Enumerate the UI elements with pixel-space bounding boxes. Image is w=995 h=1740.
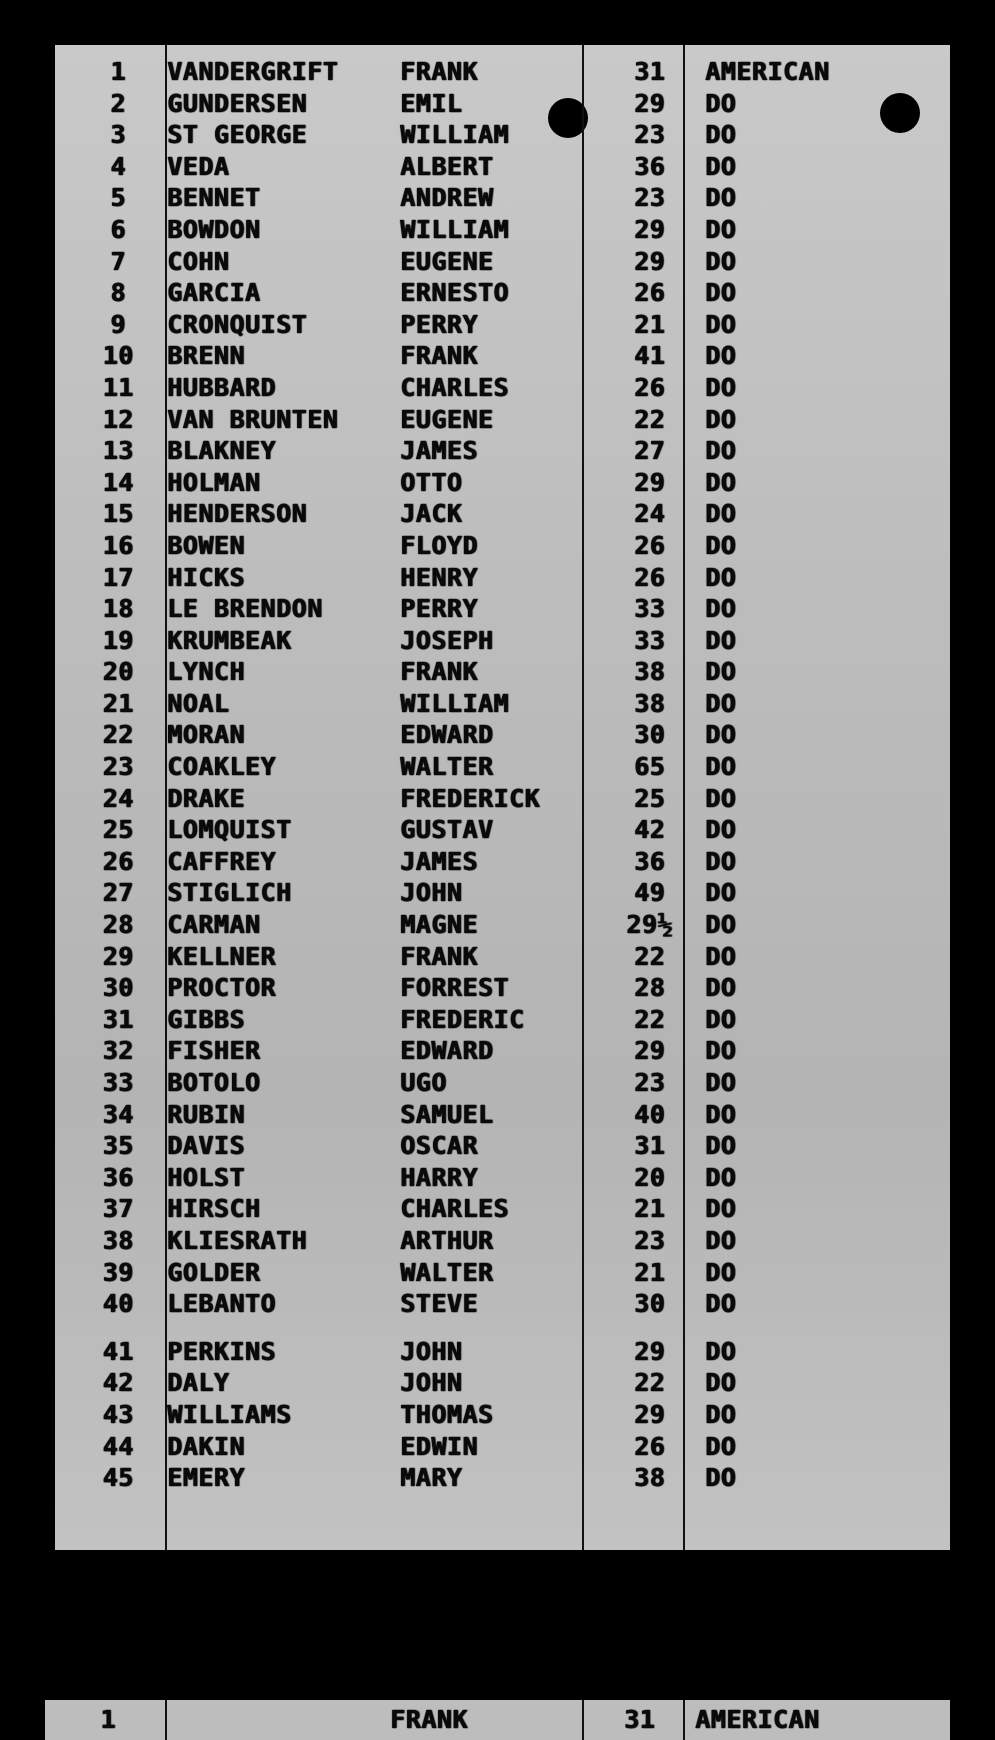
age: 22 bbox=[633, 1004, 666, 1034]
surname: EMERY bbox=[167, 1463, 245, 1493]
given-name: WALTER bbox=[400, 1257, 494, 1287]
age: 38 bbox=[633, 1463, 666, 1493]
given-name: THOMAS bbox=[400, 1399, 494, 1429]
next-sheet-strip bbox=[45, 1700, 950, 1740]
surname: STIGLICH bbox=[167, 878, 292, 908]
row-number: 8 bbox=[110, 278, 126, 308]
nationality: DO bbox=[705, 341, 737, 371]
given-name: CHARLES bbox=[400, 372, 509, 402]
row-number: 6 bbox=[110, 214, 126, 244]
nationality: DO bbox=[705, 214, 737, 244]
nationality: DO bbox=[705, 783, 737, 813]
surname: HOLMAN bbox=[167, 467, 261, 497]
age: 22 bbox=[633, 941, 666, 971]
table-row bbox=[55, 152, 950, 184]
age: 20 bbox=[633, 1162, 666, 1192]
column-divider bbox=[165, 1700, 167, 1740]
given-name: FRANK bbox=[400, 341, 478, 371]
table-row bbox=[55, 1368, 950, 1400]
row-number: 13 bbox=[102, 436, 134, 466]
table-row bbox=[55, 752, 950, 784]
surname: HICKS bbox=[167, 562, 245, 592]
given-name: FRANK bbox=[400, 941, 478, 971]
row-number: 33 bbox=[102, 1068, 134, 1097]
row-number: 20 bbox=[102, 657, 134, 687]
nationality: DO bbox=[705, 1194, 737, 1224]
row-number: 32 bbox=[102, 1036, 134, 1066]
surname: VANDERGRIFT bbox=[167, 57, 339, 86]
age: 26 bbox=[633, 562, 666, 592]
table-row bbox=[55, 1258, 950, 1290]
nationality: DO bbox=[705, 625, 737, 655]
age: 33 bbox=[633, 594, 666, 624]
given-name: WILLIAM bbox=[400, 120, 509, 150]
row-number: 17 bbox=[102, 562, 134, 592]
nationality: DO bbox=[705, 815, 737, 845]
strip-nationality: AMERICAN bbox=[695, 1705, 820, 1734]
surname: LYNCH bbox=[167, 657, 245, 687]
row-number: 34 bbox=[102, 1099, 134, 1129]
age: 29 bbox=[633, 214, 666, 244]
row-number: 30 bbox=[102, 973, 134, 1003]
surname: COHN bbox=[167, 246, 230, 276]
nationality: DO bbox=[705, 562, 737, 592]
surname: COAKLEY bbox=[167, 752, 276, 782]
given-name: HENRY bbox=[400, 562, 478, 592]
surname: GOLDER bbox=[167, 1257, 261, 1287]
surname: LE BRENDON bbox=[167, 594, 323, 624]
row-number: 11 bbox=[102, 372, 134, 402]
nationality: DO bbox=[705, 436, 737, 466]
surname: DAKIN bbox=[167, 1431, 245, 1461]
given-name: FRANK bbox=[400, 57, 478, 86]
row-number: 39 bbox=[102, 1257, 134, 1287]
surname: FISHER bbox=[167, 1036, 261, 1066]
age: 65 bbox=[633, 752, 666, 782]
surname: CRONQUIST bbox=[167, 309, 307, 339]
table-row bbox=[55, 310, 950, 342]
table-row bbox=[55, 563, 950, 595]
row-number: 42 bbox=[102, 1368, 134, 1398]
given-name: JOHN bbox=[400, 1336, 463, 1366]
ledger-sheet bbox=[55, 45, 950, 1550]
age: 42 bbox=[633, 815, 666, 845]
age: 27 bbox=[633, 436, 666, 466]
given-name: PERRY bbox=[400, 594, 478, 624]
table-row bbox=[55, 183, 950, 215]
given-name: ANDREW bbox=[400, 183, 494, 213]
given-name: ERNESTO bbox=[400, 278, 509, 308]
age: 38 bbox=[633, 688, 666, 718]
age: 21 bbox=[633, 1194, 666, 1224]
table-row bbox=[55, 1400, 950, 1432]
surname: WILLIAMS bbox=[167, 1399, 292, 1429]
age: 49 bbox=[633, 878, 666, 908]
age: 29 bbox=[633, 246, 666, 276]
nationality: DO bbox=[705, 278, 737, 308]
surname: GARCIA bbox=[167, 278, 261, 308]
nationality: DO bbox=[705, 1068, 737, 1097]
surname: BOTOLO bbox=[167, 1068, 261, 1097]
table-row bbox=[55, 942, 950, 974]
row-number: 16 bbox=[102, 530, 134, 560]
table-row bbox=[55, 878, 950, 910]
table-row bbox=[55, 1463, 950, 1495]
age: 31 bbox=[633, 1131, 666, 1161]
table-row bbox=[55, 341, 950, 373]
nationality: DO bbox=[705, 973, 737, 1003]
surname: BENNET bbox=[167, 183, 261, 213]
given-name: JOSEPH bbox=[400, 625, 494, 655]
age: 29 bbox=[633, 88, 666, 118]
nationality: DO bbox=[705, 151, 737, 181]
strip-number: 1 bbox=[100, 1705, 116, 1734]
row-number: 12 bbox=[102, 404, 134, 434]
age: 26 bbox=[633, 530, 666, 560]
given-name: HARRY bbox=[400, 1162, 478, 1192]
nationality: DO bbox=[705, 1463, 737, 1493]
nationality: DO bbox=[705, 120, 737, 150]
nationality: DO bbox=[705, 752, 737, 782]
given-name: FREDERICK bbox=[400, 783, 540, 813]
nationality: DO bbox=[705, 1289, 737, 1319]
surname: NOAL bbox=[167, 688, 230, 718]
age: 23 bbox=[633, 1068, 666, 1097]
surname: RUBIN bbox=[167, 1099, 245, 1129]
given-name: UGO bbox=[400, 1068, 447, 1097]
nationality: DO bbox=[705, 1099, 737, 1129]
surname: BRENN bbox=[167, 341, 245, 371]
nationality: DO bbox=[705, 1036, 737, 1066]
given-name: ALBERT bbox=[400, 151, 494, 181]
nationality: DO bbox=[705, 878, 737, 908]
table-row bbox=[55, 1337, 950, 1369]
age: 22 bbox=[633, 404, 666, 434]
given-name: OTTO bbox=[400, 467, 463, 497]
given-name: MARY bbox=[400, 1463, 463, 1493]
table-row bbox=[55, 973, 950, 1005]
given-name: GUSTAV bbox=[400, 815, 494, 845]
surname: GUNDERSEN bbox=[167, 88, 307, 118]
given-name: FREDERIC bbox=[400, 1004, 525, 1034]
row-number: 38 bbox=[102, 1225, 134, 1255]
strip-given-name: FRANK bbox=[390, 1705, 468, 1734]
age: 21 bbox=[633, 309, 666, 339]
age: 26 bbox=[633, 372, 666, 402]
age: 29 bbox=[633, 467, 666, 497]
table-row bbox=[55, 1289, 950, 1321]
given-name: MAGNE bbox=[400, 910, 478, 940]
table-row bbox=[55, 657, 950, 689]
table-row bbox=[55, 531, 950, 563]
given-name: WALTER bbox=[400, 752, 494, 782]
surname: DAVIS bbox=[167, 1131, 245, 1161]
age: 29 bbox=[633, 1399, 666, 1429]
age: 29 bbox=[633, 1336, 666, 1366]
given-name: EDWIN bbox=[400, 1431, 478, 1461]
given-name: EMIL bbox=[400, 88, 463, 118]
nationality: DO bbox=[705, 941, 737, 971]
given-name: EDWARD bbox=[400, 720, 494, 750]
row-number: 7 bbox=[110, 246, 126, 276]
nationality: DO bbox=[705, 467, 737, 497]
nationality: DO bbox=[705, 1225, 737, 1255]
table-row bbox=[55, 1068, 950, 1100]
table-row bbox=[55, 815, 950, 847]
age: 31 bbox=[633, 57, 666, 86]
row-number: 36 bbox=[102, 1162, 134, 1192]
row-number: 40 bbox=[102, 1289, 134, 1319]
nationality: DO bbox=[705, 530, 737, 560]
surname: GIBBS bbox=[167, 1004, 245, 1034]
surname: CAFFREY bbox=[167, 846, 276, 876]
nationality: DO bbox=[705, 88, 737, 118]
given-name: EDWARD bbox=[400, 1036, 494, 1066]
given-name: FORREST bbox=[400, 973, 509, 1003]
age: 29½ bbox=[626, 910, 673, 940]
nationality: DO bbox=[705, 594, 737, 624]
table-row bbox=[55, 373, 950, 405]
nationality: DO bbox=[705, 688, 737, 718]
row-number: 44 bbox=[102, 1431, 134, 1461]
table-row bbox=[55, 1194, 950, 1226]
age: 36 bbox=[633, 151, 666, 181]
table-row bbox=[55, 499, 950, 531]
given-name: SAMUEL bbox=[400, 1099, 494, 1129]
row-number: 26 bbox=[102, 846, 134, 876]
age: 26 bbox=[633, 1431, 666, 1461]
age: 23 bbox=[633, 1225, 666, 1255]
age: 25 bbox=[633, 783, 666, 813]
age: 26 bbox=[633, 278, 666, 308]
given-name: EUGENE bbox=[400, 246, 494, 276]
age: 36 bbox=[633, 846, 666, 876]
table-row bbox=[55, 626, 950, 658]
nationality: DO bbox=[705, 910, 737, 940]
row-number: 1 bbox=[110, 57, 126, 86]
row-number: 10 bbox=[102, 341, 134, 371]
surname: CARMAN bbox=[167, 910, 261, 940]
given-name: FLOYD bbox=[400, 530, 478, 560]
nationality: DO bbox=[705, 1257, 737, 1287]
strip-age: 31 bbox=[623, 1705, 656, 1734]
nationality: DO bbox=[705, 1431, 737, 1461]
nationality: DO bbox=[705, 246, 737, 276]
surname: BOWDON bbox=[167, 214, 261, 244]
row-number: 35 bbox=[102, 1131, 134, 1161]
row-number: 5 bbox=[110, 183, 126, 213]
surname: DRAKE bbox=[167, 783, 245, 813]
nationality: DO bbox=[705, 846, 737, 876]
row-number: 24 bbox=[102, 783, 134, 813]
row-number: 43 bbox=[102, 1399, 134, 1429]
table-row bbox=[55, 247, 950, 279]
surname: KRUMBEAK bbox=[167, 625, 292, 655]
surname: HOLST bbox=[167, 1162, 245, 1192]
surname: VEDA bbox=[167, 151, 230, 181]
table-row bbox=[55, 1131, 950, 1163]
nationality: DO bbox=[705, 1399, 737, 1429]
table-row bbox=[55, 468, 950, 500]
age: 30 bbox=[633, 720, 666, 750]
surname: VAN BRUNTEN bbox=[167, 404, 339, 434]
row-number: 18 bbox=[102, 594, 134, 624]
row-number: 37 bbox=[102, 1194, 134, 1224]
given-name: EUGENE bbox=[400, 404, 494, 434]
surname: HIRSCH bbox=[167, 1194, 261, 1224]
row-number: 41 bbox=[102, 1336, 134, 1366]
given-name: JAMES bbox=[400, 846, 478, 876]
age: 23 bbox=[633, 183, 666, 213]
given-name: OSCAR bbox=[400, 1131, 478, 1161]
given-name: CHARLES bbox=[400, 1194, 509, 1224]
nationality: DO bbox=[705, 1162, 737, 1192]
table-row bbox=[55, 215, 950, 247]
row-number: 19 bbox=[102, 625, 134, 655]
given-name: JOHN bbox=[400, 878, 463, 908]
given-name: PERRY bbox=[400, 309, 478, 339]
row-number: 22 bbox=[102, 720, 134, 750]
given-name: FRANK bbox=[400, 657, 478, 687]
nationality: DO bbox=[705, 1368, 737, 1398]
table-row bbox=[55, 120, 950, 152]
row-number: 14 bbox=[102, 467, 134, 497]
surname: ST GEORGE bbox=[167, 120, 307, 150]
row-number: 28 bbox=[102, 910, 134, 940]
nationality: DO bbox=[705, 1336, 737, 1366]
age: 21 bbox=[633, 1257, 666, 1287]
column-divider bbox=[582, 1700, 584, 1740]
table-row bbox=[55, 1005, 950, 1037]
row-number: 2 bbox=[110, 88, 126, 118]
nationality: DO bbox=[705, 372, 737, 402]
surname: HUBBARD bbox=[167, 372, 276, 402]
row-number: 9 bbox=[110, 309, 126, 339]
age: 38 bbox=[633, 657, 666, 687]
surname: BOWEN bbox=[167, 530, 245, 560]
age: 22 bbox=[633, 1368, 666, 1398]
age: 28 bbox=[633, 973, 666, 1003]
table-row bbox=[55, 689, 950, 721]
row-number: 23 bbox=[102, 752, 134, 782]
nationality: DO bbox=[705, 720, 737, 750]
given-name: JACK bbox=[400, 499, 463, 529]
row-number: 15 bbox=[102, 499, 134, 529]
table-row bbox=[55, 405, 950, 437]
given-name: JAMES bbox=[400, 436, 478, 466]
nationality: DO bbox=[705, 309, 737, 339]
table-row bbox=[55, 57, 950, 89]
table-row bbox=[55, 910, 950, 942]
table-row bbox=[55, 1226, 950, 1258]
table-row bbox=[55, 278, 950, 310]
age: 24 bbox=[633, 499, 666, 529]
nationality: DO bbox=[705, 1004, 737, 1034]
given-name: STEVE bbox=[400, 1289, 478, 1319]
nationality: AMERICAN bbox=[705, 57, 830, 86]
row-number: 25 bbox=[102, 815, 134, 845]
surname: PERKINS bbox=[167, 1336, 276, 1366]
row-number: 27 bbox=[102, 878, 134, 908]
table-row bbox=[55, 436, 950, 468]
surname: DALY bbox=[167, 1368, 230, 1398]
table-row bbox=[55, 720, 950, 752]
row-number: 29 bbox=[102, 941, 134, 971]
age: 30 bbox=[633, 1289, 666, 1319]
surname: LEBANTO bbox=[167, 1289, 276, 1319]
age: 23 bbox=[633, 120, 666, 150]
surname: KLIESRATH bbox=[167, 1225, 307, 1255]
nationality: DO bbox=[705, 499, 737, 529]
row-number: 45 bbox=[102, 1463, 134, 1493]
table-row bbox=[55, 594, 950, 626]
surname: LOMQUIST bbox=[167, 815, 292, 845]
surname: HENDERSON bbox=[167, 499, 307, 529]
given-name: WILLIAM bbox=[400, 688, 509, 718]
given-name: WILLIAM bbox=[400, 214, 509, 244]
age: 33 bbox=[633, 625, 666, 655]
surname: PROCTOR bbox=[167, 973, 276, 1003]
nationality: DO bbox=[705, 1131, 737, 1161]
given-name: JOHN bbox=[400, 1368, 463, 1398]
table-row bbox=[55, 1036, 950, 1068]
nationality: DO bbox=[705, 183, 737, 213]
table-row bbox=[55, 1432, 950, 1464]
row-number: 4 bbox=[110, 151, 126, 181]
table-row bbox=[55, 1100, 950, 1132]
row-number: 31 bbox=[102, 1004, 134, 1034]
surname: KELLNER bbox=[167, 941, 276, 971]
row-number: 21 bbox=[102, 688, 134, 718]
row-number: 3 bbox=[110, 120, 126, 150]
table-row bbox=[55, 784, 950, 816]
nationality: DO bbox=[705, 404, 737, 434]
given-name: ARTHUR bbox=[400, 1225, 494, 1255]
passenger-list bbox=[55, 57, 950, 1495]
age: 29 bbox=[633, 1036, 666, 1066]
age: 40 bbox=[633, 1099, 666, 1129]
surname: BLAKNEY bbox=[167, 436, 276, 466]
table-row bbox=[55, 847, 950, 879]
nationality: DO bbox=[705, 657, 737, 687]
table-row bbox=[55, 1163, 950, 1195]
age: 41 bbox=[633, 341, 666, 371]
table-row bbox=[55, 89, 950, 121]
surname: MORAN bbox=[167, 720, 245, 750]
